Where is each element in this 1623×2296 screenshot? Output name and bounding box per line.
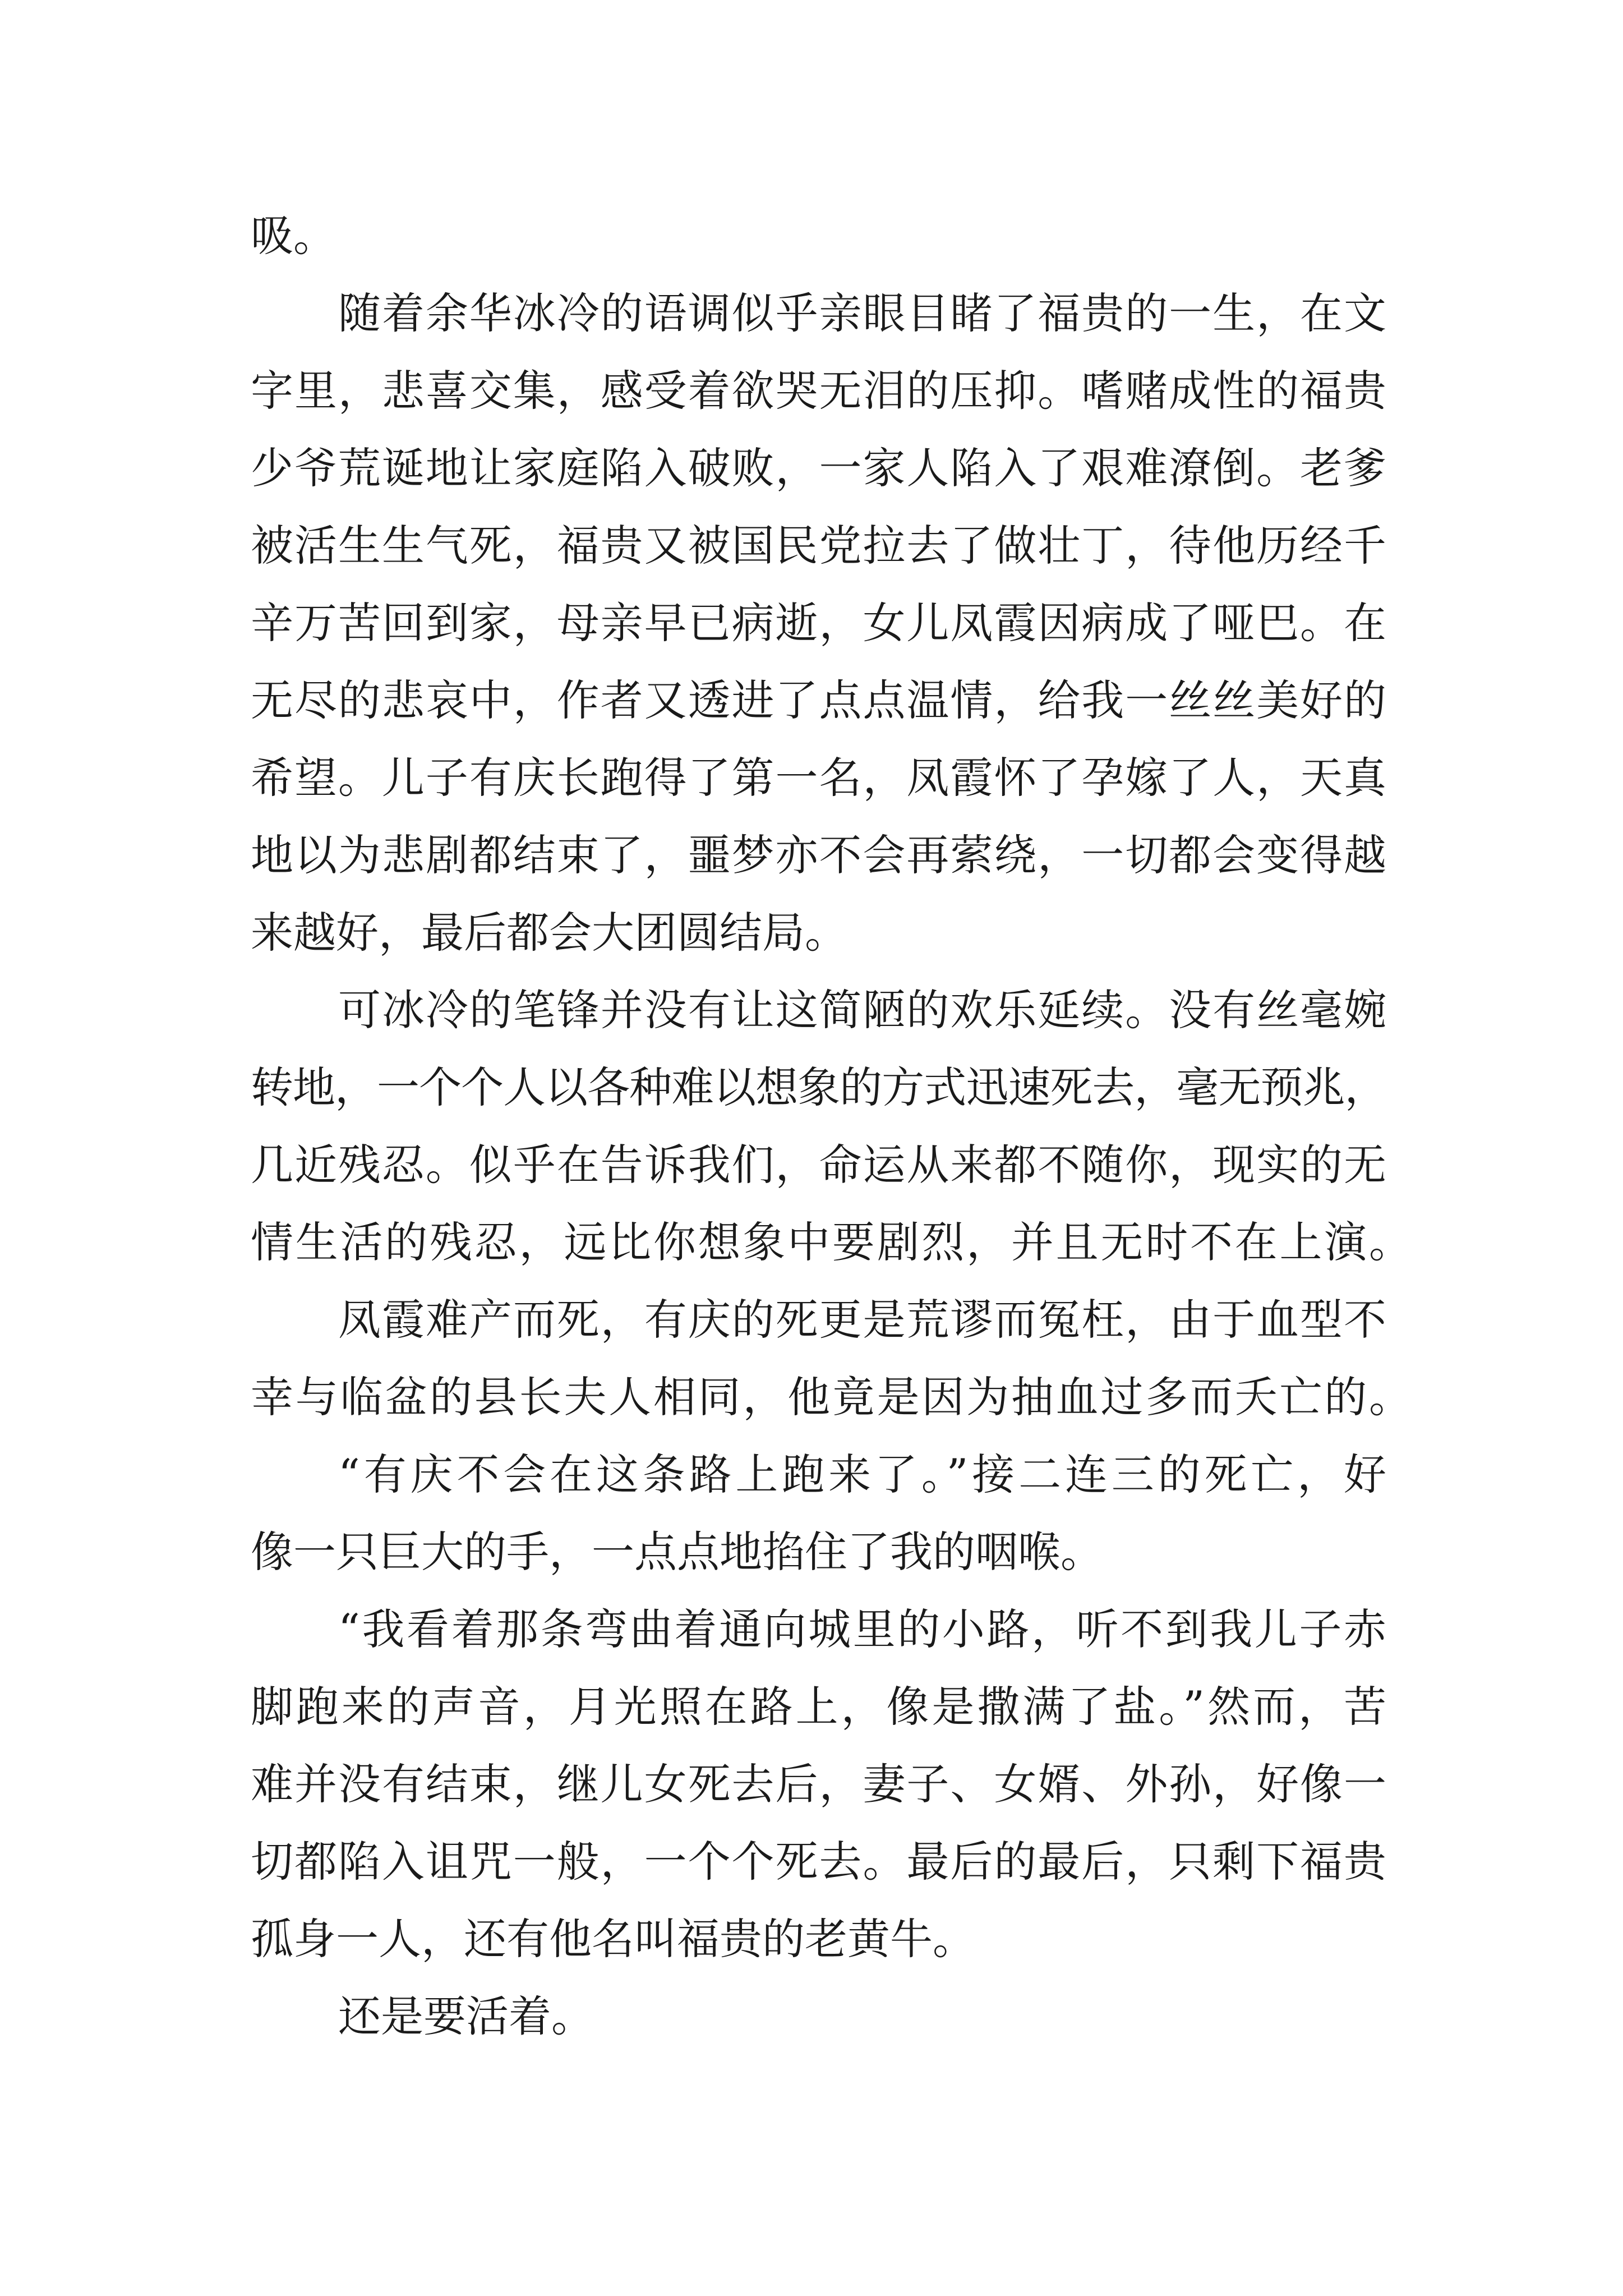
text-line: 难并没有结束，继儿女死去后，妻子、女婿、外孙，好像一	[251, 1759, 1386, 1809]
paragraph	[251, 275, 1386, 972]
paragraph	[251, 197, 1386, 275]
text-line: 随着余华冰冷的语调似乎亲眼目睹了福贵的一生，在文	[338, 288, 1386, 338]
text-line: 字里，悲喜交集，感受着欲哭无泪的压抑。嗜赌成性的福贵	[251, 366, 1386, 416]
text-line: 像一只巨大的手，一点点地掐住了我的咽喉。	[251, 1527, 1103, 1577]
text-line: 幸与临盆的县长夫人相同，他竟是因为抽血过多而夭亡的。	[251, 1372, 1412, 1422]
text-line: 被活生生气死，福贵又被国民党拉去了做壮丁，待他历经千	[251, 521, 1386, 570]
paragraph	[251, 972, 1412, 1281]
paragraph	[251, 1436, 1386, 1591]
paragraph	[251, 1978, 1386, 2055]
text-line: “有庆不会在这条路上跑来了。”接二连三的死亡，好	[338, 1450, 1386, 1499]
body-text	[251, 197, 1412, 2055]
text-line: 转地，一个个人以各种难以想象的方式迅速死去，毫无预兆，	[251, 1062, 1386, 1112]
paragraph	[251, 1591, 1386, 1978]
text-line: 凤霞难产而死，有庆的死更是荒谬而冤枉，由于血型不	[338, 1295, 1386, 1345]
text-line: 无尽的悲哀中，作者又透进了点点温情，给我一丝丝美好的	[251, 675, 1386, 725]
text-line: 来越好，最后都会大团圆结局。	[251, 908, 847, 958]
text-line: 切都陷入诅咒一般，一个个死去。最后的最后，只剩下福贵	[251, 1837, 1386, 1887]
text-line: 少爷荒诞地让家庭陷入破败，一家人陷入了艰难潦倒。老爹	[251, 443, 1386, 493]
text-line: 辛万苦回到家，母亲早已病逝，女儿凤霞因病成了哑巴。在	[251, 598, 1386, 648]
paragraph	[251, 1281, 1412, 1436]
text-line: 希望。儿子有庆长跑得了第一名，凤霞怀了孕嫁了人，天真	[251, 753, 1386, 803]
text-line: 还是要活着。	[338, 1991, 594, 2041]
text-line: 可冰冷的笔锋并没有让这简陋的欢乐延续。没有丝毫婉	[338, 985, 1386, 1035]
text-line: 情生活的残忍，远比你想象中要剧烈，并且无时不在上演。	[251, 1217, 1412, 1267]
text-line: 脚跑来的声音，月光照在路上，像是撒满了盐。”然而，苦	[251, 1682, 1386, 1732]
text-line: “我看着那条弯曲着通向城里的小路，听不到我儿子赤	[338, 1604, 1386, 1654]
text-line: 地以为悲剧都结束了，噩梦亦不会再萦绕，一切都会变得越	[251, 830, 1386, 880]
text-line: 孤身一人，还有他名叫福贵的老黄牛。	[251, 1914, 975, 1964]
text-line: 几近残忍。似乎在告诉我们，命运从来都不随你，现实的无	[251, 1140, 1386, 1190]
text-line: 吸。	[251, 211, 336, 261]
